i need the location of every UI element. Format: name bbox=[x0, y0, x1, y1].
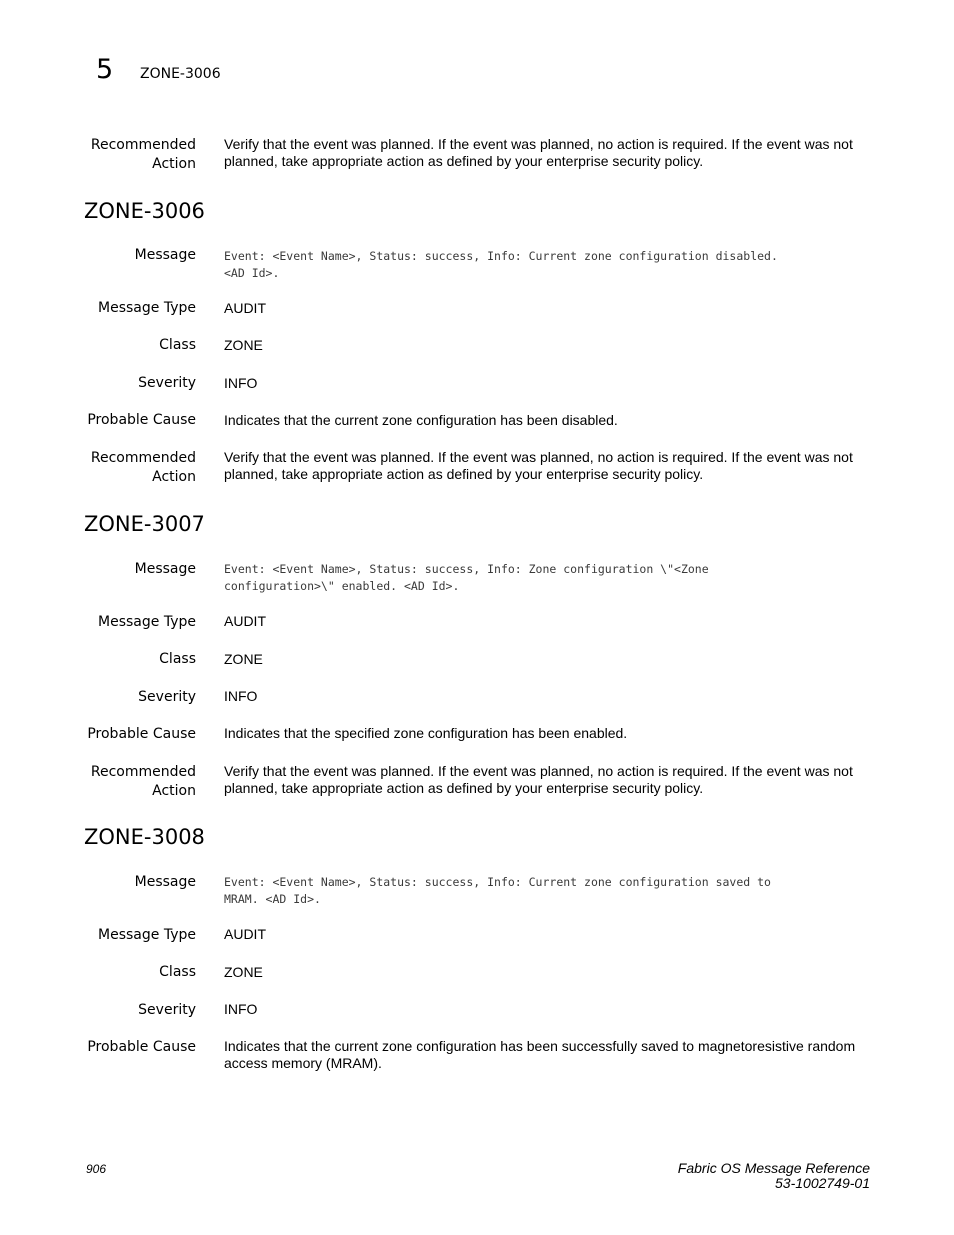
page-number: 906 bbox=[86, 1162, 107, 1176]
section-heading: ZONE-3006 bbox=[84, 199, 205, 223]
probable-cause-text: Indicates that the specified zone configuration has been enabled. bbox=[224, 725, 628, 741]
severity-label: Severity bbox=[138, 375, 196, 391]
doc-number: 53-1002749-01 bbox=[775, 1175, 870, 1191]
section-heading: ZONE-3007 bbox=[84, 512, 205, 536]
probable-cause-label: Probable Cause bbox=[87, 412, 196, 428]
message-type-label: Message Type bbox=[98, 927, 196, 943]
class-value: ZONE bbox=[224, 651, 263, 667]
severity-label: Severity bbox=[138, 1002, 196, 1018]
recommended-action-text: Verify that the event was planned. If the event was planned, no action is required. If the event was not planned, take appropriate action as defined by your enterprise security policy. bbox=[224, 763, 853, 796]
message-type-value: AUDIT bbox=[224, 300, 266, 316]
probable-cause-text: Indicates that the current zone configuration has been successfully saved to magnetoresistive random access memory (MRAM). bbox=[224, 1038, 856, 1071]
severity-label: Severity bbox=[138, 689, 196, 705]
recommended-action-label: Recommended Action bbox=[90, 137, 196, 172]
message-label: Message bbox=[134, 247, 196, 263]
message-text: Event: <Event Name>, Status: success, Info: Current zone configuration saved to MRAM. <AD Id>. bbox=[224, 875, 771, 906]
message-text: Event: <Event Name>, Status: success, Info: Zone configuration \"<Zone configuration>\" enabled. <AD Id>. bbox=[224, 562, 709, 593]
class-value: ZONE bbox=[224, 337, 263, 353]
recommended-action-label: Recommended Action bbox=[90, 764, 196, 799]
probable-cause-label: Probable Cause bbox=[87, 1039, 196, 1055]
recommended-action-label: Recommended Action bbox=[90, 450, 196, 485]
probable-cause-label: Probable Cause bbox=[87, 726, 196, 742]
class-label: Class bbox=[159, 964, 196, 980]
severity-value: INFO bbox=[224, 688, 258, 704]
class-label: Class bbox=[159, 651, 196, 667]
message-type-label: Message Type bbox=[98, 300, 196, 316]
message-type-value: AUDIT bbox=[224, 926, 266, 942]
severity-value: INFO bbox=[224, 1001, 258, 1017]
message-label: Message bbox=[134, 561, 196, 577]
message-text: Event: <Event Name>, Status: success, Info: Current zone configuration disabled. <AD Id>. bbox=[224, 249, 778, 280]
probable-cause-text: Indicates that the current zone configuration has been disabled. bbox=[224, 412, 618, 428]
message-type-label: Message Type bbox=[98, 614, 196, 630]
chapter-number: 5 bbox=[96, 54, 114, 85]
doc-title: Fabric OS Message Reference bbox=[677, 1160, 870, 1176]
recommended-action-text: Verify that the event was planned. If the event was planned, no action is required. If the event was not planned, take appropriate action as defined by your enterprise security policy. bbox=[224, 449, 853, 482]
footer-doc-info bbox=[678, 1161, 870, 1191]
message-type-value: AUDIT bbox=[224, 613, 266, 629]
recommended-action-text: Verify that the event was planned. If the event was planned, no action is required. If the event was not planned, take appropriate action as defined by your enterprise security policy. bbox=[224, 136, 853, 169]
message-label: Message bbox=[134, 874, 196, 890]
running-header-title: ZONE-3006 bbox=[140, 66, 221, 82]
section-heading: ZONE-3008 bbox=[84, 825, 205, 849]
severity-value: INFO bbox=[224, 375, 258, 391]
class-label: Class bbox=[159, 337, 196, 353]
class-value: ZONE bbox=[224, 964, 263, 980]
